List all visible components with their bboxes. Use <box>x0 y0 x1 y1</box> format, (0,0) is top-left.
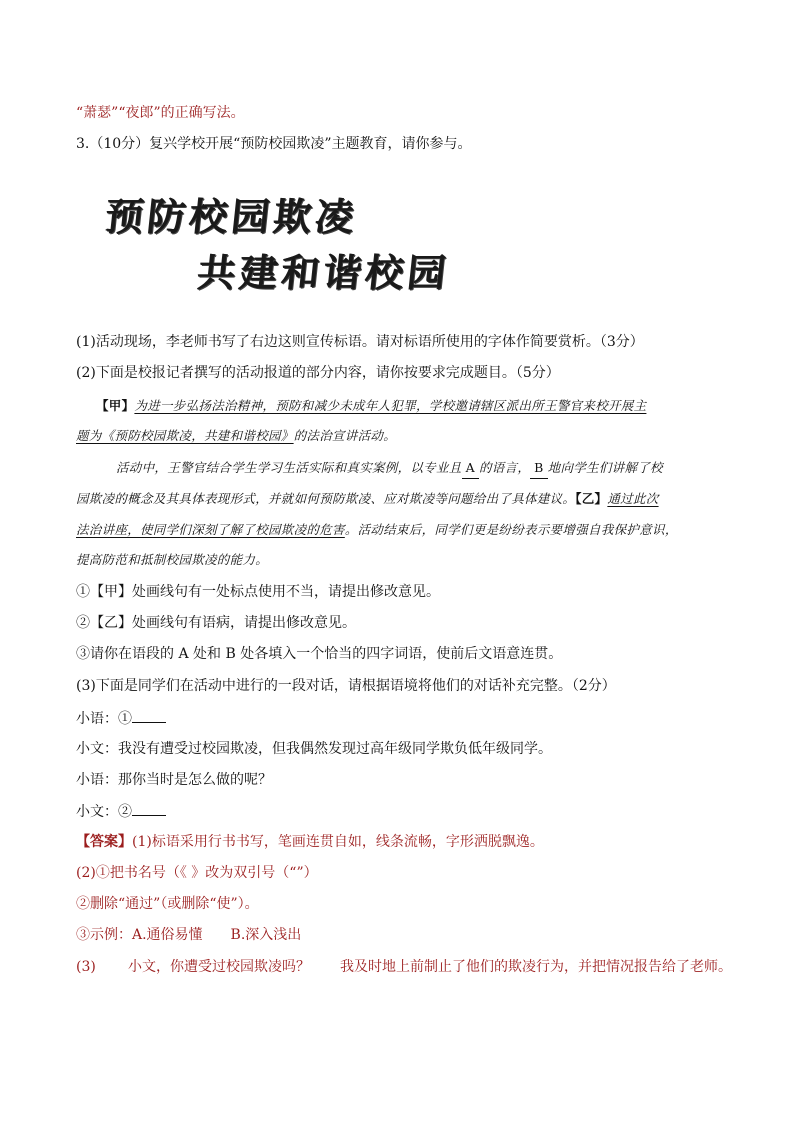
answer-1 <box>76 832 734 852</box>
answer-label: 【答案】 <box>76 834 132 850</box>
dialog-text: 小语：① <box>76 711 132 727</box>
tag-yi: 【乙】 <box>575 491 608 506</box>
answer-3-part-1: 小文，你遭受过校园欺凌吗？ <box>128 959 310 975</box>
dialog-line-3: 小语：那你当时是怎么做的呢？ <box>76 772 272 788</box>
answer-text: ①把书名号（《 》改为双引号（“”） <box>95 865 318 881</box>
slogan-line-2: 共建和谐校园 <box>195 250 453 295</box>
report-text: 活动中，王警官结合学生学习生活实际和真实案例，以专业且 <box>116 460 462 475</box>
dialog-line-4 <box>76 801 734 822</box>
answer-3-part-2: 我及时地上前制止了他们的欺凌行为，并把情况报告给了老师。 <box>340 959 732 975</box>
blank-b: B <box>530 458 548 479</box>
report-paragraph-2-line-2 <box>76 489 734 509</box>
question-3-1: (1)活动现场，李老师书写了右边这则宣传标语。请对标语所使用的字体作简要赏析。（3分） <box>76 334 644 350</box>
sub-question-1: ①【甲】处画线句有一处标点使用不当，请提出修改意见。 <box>76 584 440 600</box>
answer-blank-2 <box>132 801 166 816</box>
question-3-title: 3.（10分）复兴学校开展“预防校园欺凌”主题教育，请你参与。 <box>76 136 472 152</box>
report-paragraph-1-line-1 <box>96 396 734 416</box>
answer-prefix: (2) <box>76 865 96 881</box>
question-3-3: (3)下面是同学们在活动中进行的一段对话，请根据语境将他们的对话补充完整。（2分） <box>76 678 616 694</box>
slogan-line-1: 预防校园欺凌 <box>103 194 361 239</box>
dialog-line-1 <box>76 708 734 729</box>
report-paragraph-2-line-4: 提高防范和抵制校园欺凌的能力。 <box>76 552 269 567</box>
question-3-2: (2)下面是校报记者撰写的活动报道的部分内容，请你按要求完成题目。（5分） <box>76 365 560 381</box>
underlined-sentence-jia-part2: 题为《预防校园欺凌，共建和谐校园》 <box>76 428 294 443</box>
answer-blank-1 <box>132 708 166 723</box>
underlined-sentence-yi-part1: 通过此次 <box>607 491 659 506</box>
dialog-line-2: 小文：我没有遭受过校园欺凌，但我偶然发现过高年级同学欺负低年级同学。 <box>76 741 552 757</box>
underlined-sentence-yi-part2: 法治讲座，使同学们深刻了解了校园欺凌的危害 <box>76 522 345 537</box>
answer-2-1 <box>76 863 734 883</box>
report-paragraph-1-line-2 <box>76 426 734 446</box>
report-text: 园欺凌的概念及其具体表现形式，并就如何预防欺凌、应对欺凌等问题给出了具体建议。 <box>76 491 576 506</box>
report-text: 。活动结束后，同学们更是纷纷表示要增强自我保护意识， <box>344 522 678 537</box>
answer-text: (1)标语采用行书书写，笔画连贯自如，线条流畅，字形洒脱飘逸。 <box>132 834 544 850</box>
answer-2-2: ②删除“通过”（或删除“使”）。 <box>76 896 259 912</box>
sub-question-2: ②【乙】处画线句有语病，请提出修改意见。 <box>76 615 356 631</box>
sub-question-3: ③请你在语段的 A 处和 B 处各填入一个恰当的四字词语，使前后文语意连贯。 <box>76 646 563 662</box>
underlined-sentence-jia-part1: 为进一步弘扬法治精神，预防和减少未成年人犯罪，学校邀请辖区派出所王警官来校开展主 <box>134 398 647 413</box>
answer-2-3: ③示例：A.通俗易懂 B.深入浅出 <box>76 927 302 943</box>
blank-a: A <box>462 458 479 479</box>
answer-3-prefix: (3) <box>76 959 96 975</box>
report-paragraph-2-line-1 <box>116 458 734 479</box>
report-text: 的法治宣讲活动。 <box>293 428 397 443</box>
report-text: 的语言， <box>478 460 531 475</box>
tag-jia: 【甲】 <box>96 398 135 413</box>
report-text: 地向学生们讲解了校 <box>547 460 663 475</box>
top-note: “萧瑟”“夜郎”的正确写法。 <box>76 105 245 121</box>
dialog-text: 小文：② <box>76 804 132 820</box>
report-paragraph-2-line-3 <box>76 520 734 540</box>
